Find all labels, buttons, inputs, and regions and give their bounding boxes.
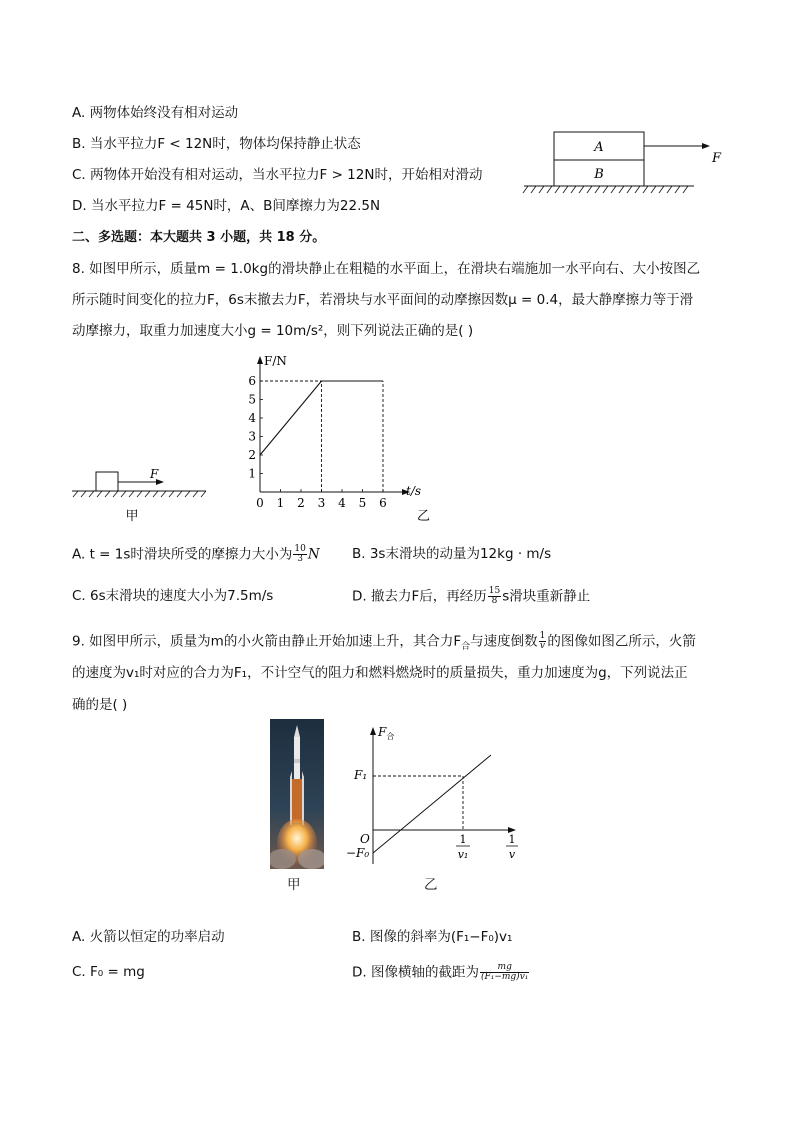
origin-label: O [360,832,370,846]
fraction-numerator: 15 [488,586,501,596]
y-tick-label-3: 3 [248,429,256,444]
q7-option-a: A. 两物体始终没有相对运动 [72,105,239,121]
q9-option-d [352,963,530,982]
q9-stem-part1: 9. 如图甲所示，质量为m的小火箭由静止开始加速上升，其合力F [72,633,462,650]
q9-stem-fraction [539,632,547,651]
x-tick-denominator: v₁ [457,848,469,861]
q9-force-inverse-velocity-graph [340,719,530,897]
neg-f0-label: −F₀ [346,846,370,860]
y-axis-label: $F_合$ [378,725,395,741]
q8-option-a [72,545,320,564]
fraction-numerator: 10 [294,544,306,554]
q7-stacked-blocks-figure [518,124,728,196]
fraction-denominator: 3 [297,554,303,564]
q8-option-a-fraction [293,545,306,564]
x-axis-numerator: 1 [508,833,516,846]
q9-stem-line2: 的速度为v₁时对应的合力为F₁，不计空气的阻力和燃料燃烧时的质量损失，重力加速度为g，下列说法正 [72,665,688,681]
q9-option-d-text: D. 图像横轴的截距为 [352,964,479,981]
figure-yi-label: 乙 [417,509,431,524]
q9-stem-part3: 的图像如图乙所示，火箭 [547,633,696,650]
series-segment-0-0 [260,381,322,455]
x-tick-label-4: 4 [338,496,346,510]
section-header: 二、多选题：本大题共 3 小题，共 18 分。 [72,230,326,245]
fraction-denominator: v [539,641,546,651]
x-tick-label-3: 3 [317,496,326,510]
block-b-label: B [594,167,604,182]
x-tick-label-6: 6 [379,496,387,510]
ground-hatching [73,491,206,497]
q7-option-c: C. 两物体开始没有相对运动，当水平拉力F > 12N时，开始相对滑动 [72,167,483,183]
q9-option-d-fraction [480,963,529,982]
f1-label: F₁ [354,768,368,782]
y-tick-label-2: 2 [248,448,256,462]
force-label: F [150,467,159,481]
q7-option-d: D. 当水平拉力F = 45N时，A、B间摩擦力为22.5N [72,198,381,214]
y-tick-label-5: 5 [248,392,256,407]
ground-hatching [523,186,688,193]
slider-block [96,472,118,491]
y-tick-label-4: 4 [248,411,256,425]
q8-stem-line1: 8. 如图甲所示，质量m = 1.0kg的滑块静止在粗糙的水平面上，在滑块右端施加一水平向右、大小按图乙 [72,261,701,277]
figure-jia-label: 甲 [125,509,139,524]
x-axis-label: t/s [406,484,422,498]
q9-option-c: C. F₀ = mg [72,964,145,980]
q8-option-c: C. 6s末滑块的速度大小为7.5m/s [72,588,274,604]
q8-option-d-tail: s滑块重新静止 [502,588,591,605]
q9-option-b: B. 图像的斜率为(F₁−F₀)v₁ [352,929,513,945]
q8-figure-jia [70,462,210,526]
y-axis-arrow [257,356,263,364]
q8-option-d-text: D. 撤去力F后，再经历 [352,588,487,605]
x-tick-label-2: 2 [297,496,305,510]
q7-option-b: B. 当水平拉力F < 12N时，物体均保持静止状态 [72,136,361,152]
fraction-numerator: mg [480,963,529,973]
rocket-tank [292,779,302,823]
q9-stem-part2: 与速度倒数 [470,633,538,650]
block-a-label: A [594,140,604,155]
force-arrow-head [702,143,710,149]
fraction-numerator: 1 [539,631,546,641]
q8-option-d-fraction [488,587,501,606]
data-line [373,755,491,853]
q9-rocket-image [270,719,324,869]
q8-option-b: B. 3s末滑块的动量为12kg · m/s [352,546,552,562]
y-axis-label: F/N [264,354,287,368]
q9-stem-line1 [72,632,696,656]
q8-stem-line3: 动摩擦力，取重力加速度大小g = 10m/s²，则下列说法正确的是( ) [72,323,474,339]
x-tick-label-1: 1 [276,496,285,510]
q9-stem-subscript: 合 [461,642,471,653]
q8-option-a-text: A. t = 1s时滑块所受的摩擦力大小为 [72,546,293,563]
y-tick-label-1: 1 [248,466,256,481]
left-booster [290,771,292,825]
x-tick-label-0: 0 [256,496,264,510]
y-tick-label-6: 6 [248,374,256,388]
right-booster [302,771,304,825]
q9-stem-line3: 确的是( ) [72,697,128,713]
y-axis-arrow [370,727,376,735]
q9-option-a: A. 火箭以恒定的功率启动 [72,929,225,945]
q8-option-d [352,587,590,606]
q8-ft-chart [240,350,440,528]
x-axis-denominator: v [508,848,516,861]
fraction-denominator: 8 [491,596,498,606]
x-tick-label-5: 5 [358,496,367,510]
fraction-denominator: (F₁−mg)v₁ [480,972,529,982]
x-tick-numerator: 1 [459,833,467,846]
q9-figure-yi-label: 乙 [424,877,438,893]
force-label: F [712,151,722,166]
q8-option-a-unit: N [307,546,320,563]
q9-figure-jia-label: 甲 [287,877,301,893]
q8-stem-line2: 所示随时间变化的拉力F，6s末撤去力F，若滑块与水平面间的动摩擦因数μ = 0.4，最大静摩擦力等于滑 [72,292,694,308]
